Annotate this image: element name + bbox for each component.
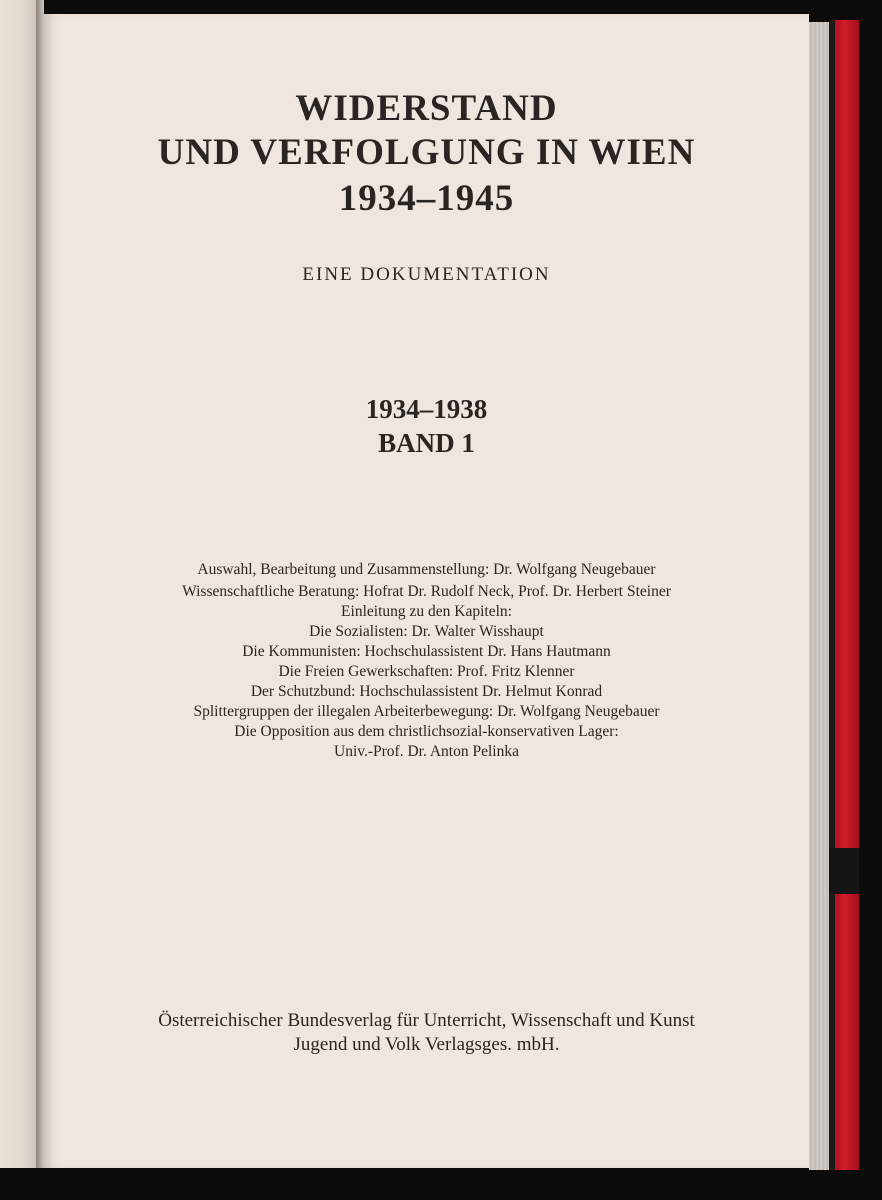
volume-years: 1934–1938 (365, 394, 488, 424)
credit-line: Die Kommunisten: Hochschulassistent Dr. Hans Hautmann (242, 643, 611, 660)
volume-band: BAND 1 (378, 428, 475, 458)
credit-line: Die Freien Gewerkschaften: Prof. Fritz Klenner (278, 663, 575, 680)
subtitle: EINE DOKUMENTATION (302, 264, 551, 285)
credit-line: Einleitung zu den Kapiteln: (341, 603, 512, 620)
left-page-edge (0, 0, 36, 1168)
credit-line: Splittergruppen der illegalen Arbeiterbewegung: Dr. Wolfgang Neugebauer (193, 703, 660, 720)
publisher-line-1: Österreichischer Bundesverlag für Unterricht, Wissenschaft und Kunst (158, 1010, 695, 1031)
book-title-years: 1934–1945 (338, 178, 515, 219)
credit-line: Univ.-Prof. Dr. Anton Pelinka (334, 743, 519, 760)
credit-line: Der Schutzbund: Hochschulassistent Dr. Helmut Konrad (250, 683, 603, 700)
page-edges (809, 22, 829, 1170)
publisher-line-2: Jugend und Volk Verlagsges. mbH. (293, 1034, 560, 1055)
credit-line: Auswahl, Bearbeitung und Zusammenstellung: Dr. Wolfgang Neugebauer (197, 561, 656, 578)
book-gutter (36, 0, 44, 1168)
book-title-line-1: WIDERSTAND (295, 88, 558, 129)
credit-line: Wissenschaftliche Beratung: Hofrat Dr. Rudolf Neck, Prof. Dr. Herbert Steiner (182, 583, 671, 600)
book-title-line-2: UND VERFOLGUNG IN WIEN (157, 132, 696, 173)
credit-line: Die Sozialisten: Dr. Walter Wisshaupt (309, 623, 544, 640)
red-cover (835, 20, 859, 1170)
credit-line: Die Opposition aus dem christlichsozial-konservativen Lager: (234, 723, 619, 740)
cover-band (829, 848, 859, 894)
